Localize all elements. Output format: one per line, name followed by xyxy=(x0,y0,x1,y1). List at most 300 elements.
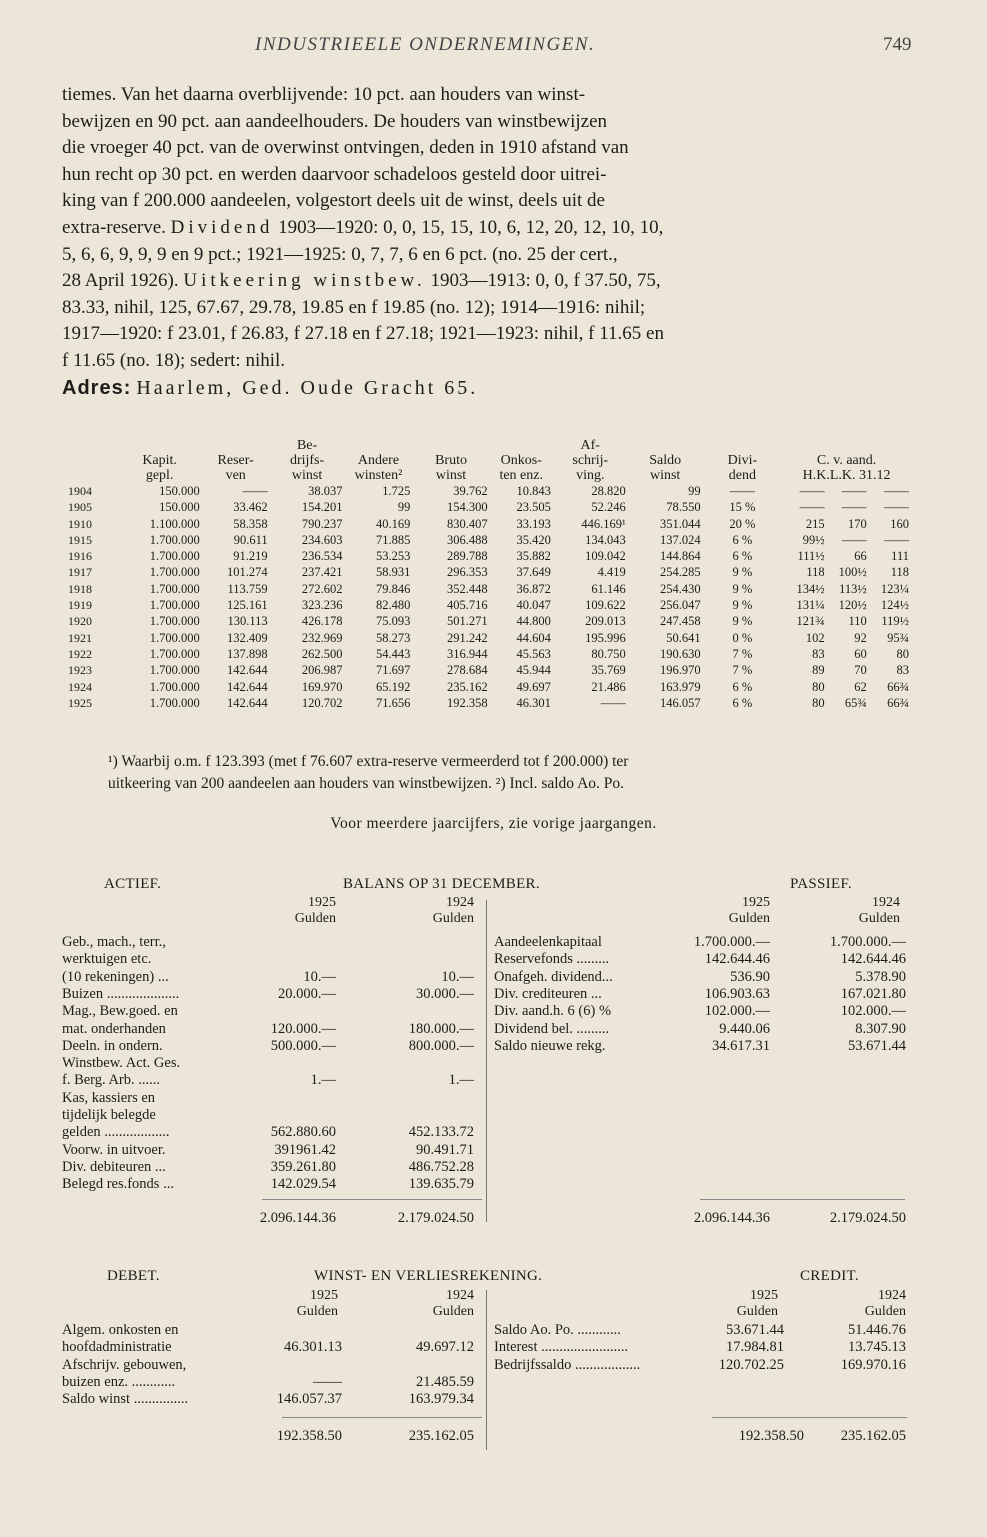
table-cell-c2: 66 xyxy=(854,549,867,564)
table-cell-afs: 61.146 xyxy=(591,581,626,596)
table-cell-bedr: 38.037 xyxy=(308,484,343,498)
ledger-row xyxy=(62,1072,482,1089)
table-cell-c1: 111½ xyxy=(797,549,825,564)
ledger-value-a: 9.440.06 xyxy=(719,1020,770,1037)
ledger-value-b: 486.752.28 xyxy=(408,1158,474,1175)
table-cell-bruto: 192.358 xyxy=(447,695,488,710)
column-header xyxy=(490,438,553,453)
table-cell-c2: 170 xyxy=(848,516,867,531)
ledger-row xyxy=(494,1038,914,1055)
ledger-row xyxy=(62,1142,482,1159)
ledger-row xyxy=(494,1021,914,1038)
table-cell-yr: 1924 xyxy=(68,679,92,694)
ledger-value-b: 1.— xyxy=(448,1072,474,1089)
ledger-value-a: —— xyxy=(313,1373,342,1390)
table-cell-kap: 1.700.000 xyxy=(149,679,200,694)
year-label: 1924 xyxy=(446,895,474,910)
column-header: C. v. aand. xyxy=(816,453,877,468)
table-cell-res: 142.644 xyxy=(227,679,268,694)
table-cell-c1: 102 xyxy=(805,630,825,645)
table-cell-afs: 52.246 xyxy=(591,500,626,515)
intro-line xyxy=(62,268,922,295)
table-cell-onk: 37.649 xyxy=(516,565,551,580)
intro-line: die vroeger 40 pct. van de overwinst ontvingen, deden in 1910 afstand van xyxy=(62,137,629,159)
table-cell-and: 99 xyxy=(397,500,411,515)
table-cell-bruto: 39.762 xyxy=(453,484,488,498)
column-header: Onkos- xyxy=(500,453,542,468)
table-cell-bruto: 278.684 xyxy=(447,663,488,678)
column-header xyxy=(66,453,117,468)
ledger-label: Interest ........................ xyxy=(494,1339,629,1356)
table-cell-c1: 118 xyxy=(806,565,825,580)
ledger-value-b: 13.745.13 xyxy=(848,1339,906,1356)
table-cell-and: 79.846 xyxy=(376,581,411,596)
table-row xyxy=(66,516,911,532)
table-cell-onk: 10.843 xyxy=(516,484,551,498)
table-cell-c3: 124½ xyxy=(880,598,909,613)
table-cell-c1: 99½ xyxy=(802,532,825,547)
table-cell-onk: 49.697 xyxy=(516,679,551,694)
table-cell-c3: 95¾ xyxy=(887,630,909,645)
ledger-label: hoofdadministratie xyxy=(62,1339,172,1356)
table-cell-c3: 66¾ xyxy=(887,695,909,710)
table-cell-bedr: 790.237 xyxy=(301,516,343,531)
ledger-row xyxy=(62,1055,482,1072)
table-cell-afs: 209.013 xyxy=(585,614,626,629)
ledger-value-b: 142.644.46 xyxy=(840,951,906,968)
intro-line: bewijzen en 90 pct. aan aandeelhouders. De houders van winstbewijzen xyxy=(62,110,607,132)
ledger-row xyxy=(62,1038,482,1055)
stats-header xyxy=(66,438,911,483)
ledger-value-a: 146.057.37 xyxy=(276,1391,342,1408)
column-header: winst xyxy=(435,468,467,483)
ledger-label: (10 rekeningen) ... xyxy=(62,968,169,985)
table-cell-bruto: 306.488 xyxy=(447,532,488,547)
table-cell-c3: 160 xyxy=(890,516,909,531)
table-cell-c1: 83 xyxy=(812,646,825,661)
ledger-row xyxy=(62,1021,482,1038)
table-cell-and: 40.169 xyxy=(376,516,411,531)
running-title: INDUSTRIEELE ONDERNEMINGEN. xyxy=(255,34,596,55)
ledger-value-a: 359.261.80 xyxy=(270,1158,336,1175)
table-cell-c1: 215 xyxy=(805,516,825,531)
ledger-value-a: 20.000.— xyxy=(278,985,336,1002)
table-cell-afs: 109.042 xyxy=(585,549,626,564)
ledger-value-b: 169.970.16 xyxy=(840,1356,906,1373)
table-cell-res: —— xyxy=(242,484,268,498)
table-cell-afs: 80.750 xyxy=(591,646,626,661)
pl-divider xyxy=(486,1290,487,1450)
unit-label: Gulden xyxy=(294,911,336,926)
stats-header-row xyxy=(66,453,911,468)
table-cell-div: 6 % xyxy=(732,549,753,564)
column-header: winsten² xyxy=(354,468,403,483)
column-header: H.K.L.K. 31.12 xyxy=(802,468,891,483)
ledger-value-b: 49.697.12 xyxy=(416,1339,474,1356)
table-row xyxy=(66,532,911,548)
table-cell-res: 101.274 xyxy=(227,565,268,580)
uitkeering-label: Uitkeering winstbew. xyxy=(183,270,426,292)
ledger-label: Bedrijfssaldo .................. xyxy=(494,1356,641,1373)
column-header: winst xyxy=(291,468,323,483)
table-cell-saldo: 256.047 xyxy=(659,598,701,613)
column-header: drijfs- xyxy=(289,453,325,468)
table-cell-onk: 44.800 xyxy=(516,614,551,629)
intro-line: 1917—1920: f 23.01, f 26.83, f 27.18 en f 27.18; 1921—1923: nihil, f 11.65 en xyxy=(62,323,664,345)
table-cell-c3: 80 xyxy=(896,646,909,661)
table-cell-onk: 36.872 xyxy=(516,581,551,596)
unit-label: Gulden xyxy=(728,911,770,926)
table-cell-c3: 83 xyxy=(896,663,909,678)
table-cell-div: —— xyxy=(729,484,755,498)
unit-label: Gulden xyxy=(858,911,900,926)
ledger-label: Voorw. in uitvoer. xyxy=(62,1141,166,1158)
column-header: Be- xyxy=(296,438,318,453)
ledger-label: Aandeelenkapitaal xyxy=(494,934,602,950)
ledger-value-a: 106.903.63 xyxy=(704,985,770,1002)
ledger-value-a: 120.702.25 xyxy=(718,1356,784,1373)
footnote xyxy=(108,751,923,795)
statistics-table xyxy=(66,438,926,711)
ledger-value-b: 139.635.79 xyxy=(408,1176,474,1193)
table-cell-yr: 1919 xyxy=(68,598,92,613)
table-cell-onk: 33.193 xyxy=(516,516,551,531)
column-header: ven xyxy=(225,468,246,483)
ledger-label: Saldo Ao. Po. ............ xyxy=(494,1322,621,1338)
table-cell-c3: 118 xyxy=(890,565,909,580)
ledger-value-b: 8.307.90 xyxy=(855,1020,906,1037)
more-years-note: Voor meerdere jaarcijfers, zie vorige jaargangen. xyxy=(330,815,657,832)
ledger-value-b: 5.378.90 xyxy=(855,968,906,985)
ledger-label: Saldo nieuwe rekg. xyxy=(494,1037,606,1054)
ledger-label: Mag., Bew.goed. en xyxy=(62,1003,178,1020)
table-cell-bedr: 234.603 xyxy=(301,532,343,547)
ledger-value-b: 102.000.— xyxy=(840,1003,906,1020)
debit-total-b: 235.162.05 xyxy=(408,1428,474,1444)
table-cell-saldo: 254.430 xyxy=(659,581,701,596)
table-cell-kap: 1.100.000 xyxy=(149,516,200,531)
ledger-row xyxy=(62,1090,482,1107)
stats-header-row xyxy=(66,468,911,483)
table-cell-c2: —— xyxy=(841,532,867,547)
table-cell-c2: 100½ xyxy=(838,565,867,580)
unit-label: Gulden xyxy=(432,911,474,926)
table-cell-yr: 1920 xyxy=(68,614,92,629)
total-rule xyxy=(712,1417,907,1418)
ledger-row xyxy=(62,1107,482,1124)
table-cell-bedr: 120.702 xyxy=(301,695,343,710)
ledger-label: Dividend bel. ......... xyxy=(494,1020,610,1037)
table-cell-bedr: 236.534 xyxy=(301,549,343,564)
table-cell-and: 65.192 xyxy=(376,679,411,694)
table-row xyxy=(66,679,911,695)
year-label: 1924 xyxy=(872,895,900,910)
table-cell-c2: —— xyxy=(841,500,867,515)
table-cell-c2: 110 xyxy=(848,614,867,629)
col-year-a xyxy=(262,895,336,927)
table-cell-saldo: 137.024 xyxy=(659,532,701,547)
ledger-label: werktuigen etc. xyxy=(62,951,152,968)
intro-line: f 11.65 (no. 18); sedert: nihil. xyxy=(62,349,286,371)
unit-label: Gulden xyxy=(296,1304,338,1319)
column-header: Andere xyxy=(357,453,400,468)
ledger-value-b: 452.133.72 xyxy=(408,1124,474,1141)
year-label: 1924 xyxy=(878,1288,906,1303)
table-cell-saldo: 196.970 xyxy=(659,663,701,678)
table-cell-c2: —— xyxy=(841,484,867,498)
table-cell-bedr: 262.500 xyxy=(301,646,343,661)
intro-paragraph xyxy=(62,82,922,401)
year-label: 1925 xyxy=(742,895,770,910)
balance-divider xyxy=(486,900,487,1222)
table-cell-onk: 40.047 xyxy=(516,598,551,613)
column-header xyxy=(66,468,117,483)
total-rule xyxy=(700,1199,905,1200)
table-row xyxy=(66,483,911,499)
column-header: gepl. xyxy=(145,468,174,483)
column-header xyxy=(117,438,201,453)
table-cell-and: 54.443 xyxy=(376,646,411,661)
ledger-label: Onafgeh. dividend... xyxy=(494,968,613,985)
table-cell-bruto: 501.271 xyxy=(447,614,488,629)
table-cell-c3: 123¼ xyxy=(880,581,909,596)
ledger-value-a: 142.029.54 xyxy=(270,1176,336,1193)
passief-heading: PASSIEF. xyxy=(790,876,852,892)
intro-line: tiemes. Van het daarna overblijvende: 10 pct. aan houders van winst- xyxy=(62,84,586,105)
ledger-value-b: 1.700.000.— xyxy=(829,934,906,950)
table-cell-saldo: 144.864 xyxy=(659,549,701,564)
credit-total-a: 192.358.50 xyxy=(738,1428,804,1444)
column-header: dend xyxy=(728,468,756,483)
ledger-value-b: 800.000.— xyxy=(408,1037,474,1054)
assets-total-b: 2.179.024.50 xyxy=(397,1210,474,1226)
table-cell-onk: 45.944 xyxy=(516,663,551,678)
ledger-row xyxy=(62,1391,482,1408)
intro-text: 28 April 1926). xyxy=(62,270,184,292)
ledger-row xyxy=(494,1339,914,1356)
actief-heading: ACTIEF. xyxy=(104,876,162,892)
table-cell-bruto: 830.407 xyxy=(447,516,488,531)
ledger-row xyxy=(494,951,914,968)
table-cell-res: 137.898 xyxy=(227,646,268,661)
column-header xyxy=(628,438,703,453)
column-header: schrij- xyxy=(572,453,609,468)
ledger-label: Saldo winst ............... xyxy=(62,1391,189,1408)
footnote-line: uitkeering van 200 aandeelen aan houders van winstbewijzen. ²) Incl. saldo Ao. Po. xyxy=(108,775,625,792)
ledger-label: buizen enz. ............ xyxy=(62,1373,176,1390)
table-row xyxy=(66,548,911,564)
table-cell-div: 9 % xyxy=(732,614,753,629)
intro-line: 5, 6, 6, 9, 9, 9 en 9 pct.; 1921—1925: 0, 7, 7, 6 en 6 pct. (no. 25 der cert., xyxy=(62,243,618,265)
table-cell-bruto: 235.162 xyxy=(447,679,488,694)
table-cell-yr: 1905 xyxy=(68,500,92,515)
unit-label: Gulden xyxy=(864,1304,906,1319)
table-cell-and: 58.931 xyxy=(376,565,411,580)
column-header xyxy=(66,438,117,453)
ledger-value-a: 17.984.81 xyxy=(726,1339,784,1356)
pl-col-year-b-right xyxy=(820,1288,906,1320)
table-cell-c3: —— xyxy=(884,500,909,515)
column-header: Kapit. xyxy=(142,453,177,468)
ledger-value-a: 536.90 xyxy=(730,968,770,985)
stats-header-row xyxy=(66,438,911,453)
table-row xyxy=(66,564,911,580)
table-cell-yr: 1923 xyxy=(68,663,92,678)
credit-total-b: 235.162.05 xyxy=(840,1428,906,1444)
ledger-value-a: 10.— xyxy=(303,968,336,985)
table-cell-bruto: 296.353 xyxy=(447,565,488,580)
column-header: winst xyxy=(649,468,681,483)
column-header xyxy=(703,438,783,453)
table-cell-div: 20 % xyxy=(729,516,756,531)
column-header: Divi- xyxy=(727,453,758,468)
ledger-value-b: 51.446.76 xyxy=(848,1322,906,1338)
ledger-value-b: 21.485.59 xyxy=(416,1373,474,1390)
table-row xyxy=(66,646,911,662)
column-header xyxy=(782,438,911,453)
table-cell-c1: —— xyxy=(799,500,825,515)
ledger-value-a: 102.000.— xyxy=(704,1003,770,1020)
table-cell-c3: 119½ xyxy=(881,614,909,629)
address-line xyxy=(62,375,922,402)
table-cell-yr: 1916 xyxy=(68,549,92,564)
ledger-value-a: 391961.42 xyxy=(274,1141,336,1158)
table-cell-afs: 35.769 xyxy=(591,663,626,678)
ledger-value-b: 53.671.44 xyxy=(848,1037,906,1054)
table-cell-c2: 60 xyxy=(854,646,867,661)
ledger-row xyxy=(494,1322,914,1339)
table-cell-saldo: 247.458 xyxy=(659,614,701,629)
ledger-row xyxy=(62,1176,482,1193)
table-cell-kap: 1.700.000 xyxy=(149,581,200,596)
ledger-label: Div. debiteuren ... xyxy=(62,1158,166,1175)
column-header: Saldo xyxy=(649,453,682,468)
table-cell-c1: 121¾ xyxy=(796,614,825,629)
ledger-row xyxy=(62,1322,482,1339)
ledger-row xyxy=(62,1339,482,1356)
pl-col-year-a xyxy=(262,1288,338,1320)
debet-heading: DEBET. xyxy=(107,1268,160,1284)
table-cell-and: 75.093 xyxy=(376,614,411,629)
table-cell-kap: 1.700.000 xyxy=(149,663,200,678)
table-cell-afs: —— xyxy=(600,695,626,710)
table-cell-onk: 46.301 xyxy=(516,695,551,710)
table-cell-kap: 1.700.000 xyxy=(149,646,200,661)
table-cell-yr: 1917 xyxy=(68,565,92,580)
table-cell-yr: 1921 xyxy=(68,630,92,645)
table-cell-kap: 150.000 xyxy=(159,484,200,498)
ledger-label: Deeln. in ondern. xyxy=(62,1037,163,1054)
column-header: Bruto xyxy=(435,453,467,468)
table-cell-yr: 1925 xyxy=(68,695,92,710)
table-cell-and: 82.480 xyxy=(376,598,411,613)
table-cell-c1: 89 xyxy=(812,663,825,678)
column-header xyxy=(202,438,270,453)
table-cell-res: 142.644 xyxy=(227,695,268,710)
table-cell-c2: 120½ xyxy=(838,598,867,613)
ledger-row xyxy=(494,1003,914,1020)
ledger-label: Belegd res.fonds ... xyxy=(62,1176,174,1193)
table-row xyxy=(66,581,911,597)
table-cell-div: 6 % xyxy=(732,532,753,547)
year-label: 1925 xyxy=(750,1288,778,1303)
ledger-label: Geb., mach., terr., xyxy=(62,934,166,950)
assets-total-a: 2.096.144.36 xyxy=(259,1210,336,1226)
ledger-label: Kas, kassiers en xyxy=(62,1089,156,1106)
table-cell-c2: 65¾ xyxy=(844,695,867,710)
table-cell-res: 125.161 xyxy=(227,598,268,613)
ledger-row xyxy=(494,969,914,986)
ledger-value-a: 53.671.44 xyxy=(726,1322,784,1338)
ledger-row xyxy=(62,1357,482,1374)
table-cell-c1: 134½ xyxy=(796,581,825,596)
credit-heading: CREDIT. xyxy=(800,1268,859,1284)
intro-line: 83.33, nihil, 125, 67.67, 29.78, 19.85 en f 19.85 (no. 12); 1914—1916: nihil; xyxy=(62,296,646,318)
pl-col-year-a-right xyxy=(700,1288,778,1320)
table-cell-c1: 80 xyxy=(812,679,825,694)
table-cell-kap: 1.700.000 xyxy=(149,549,200,564)
intro-line: king van f 200.000 aandeelen, volgestort deels uit de winst, deels uit de xyxy=(62,190,605,212)
liabilities-total-a: 2.096.144.36 xyxy=(693,1210,770,1226)
table-cell-onk: 35.420 xyxy=(516,532,551,547)
pl-heading: WINST- EN VERLIESREKENING. xyxy=(314,1268,543,1284)
table-cell-res: 58.358 xyxy=(233,516,268,531)
column-header: ten enz. xyxy=(499,468,543,483)
table-cell-saldo: 99 xyxy=(688,484,701,498)
column-header: Reser- xyxy=(217,453,254,468)
table-cell-yr: 1922 xyxy=(68,646,92,661)
table-cell-res: 142.644 xyxy=(227,663,268,678)
table-row xyxy=(66,630,911,646)
intro-line: hun recht op 30 pct. en werden daarvoor schadeloos gesteld door uitrei- xyxy=(62,163,607,185)
ledger-value-a: 142.644.46 xyxy=(704,951,770,968)
pl-col-year-b xyxy=(390,1288,474,1320)
ledger-row xyxy=(62,1003,482,1020)
table-cell-c2: 62 xyxy=(854,679,867,694)
table-cell-res: 33.462 xyxy=(233,500,268,515)
column-header: ving. xyxy=(576,468,605,483)
table-cell-c1: —— xyxy=(799,484,825,498)
table-cell-onk: 44.604 xyxy=(516,630,551,645)
ledger-value-a: 1.— xyxy=(310,1072,336,1089)
table-cell-afs: 4.419 xyxy=(597,565,626,580)
table-cell-c3: —— xyxy=(884,484,909,498)
table-cell-c3: —— xyxy=(884,532,909,547)
intro-line xyxy=(62,215,922,242)
table-cell-saldo: 78.550 xyxy=(666,500,701,515)
table-cell-yr: 1915 xyxy=(68,532,92,547)
ledger-row xyxy=(62,1124,482,1141)
balance-heading: BALANS OP 31 DECEMBER. xyxy=(343,876,540,892)
column-header: Af- xyxy=(580,438,600,453)
table-row xyxy=(66,597,911,613)
table-cell-and: 71.656 xyxy=(376,695,411,710)
table-cell-c1: 80 xyxy=(812,695,825,710)
ledger-label: Reservefonds ......... xyxy=(494,951,610,968)
table-cell-saldo: 163.979 xyxy=(659,679,701,694)
liabilities-total-b: 2.179.024.50 xyxy=(829,1210,906,1226)
table-cell-kap: 1.700.000 xyxy=(149,532,200,547)
total-rule xyxy=(282,1417,482,1418)
table-cell-bedr: 323.236 xyxy=(301,598,343,613)
col-year-b-right xyxy=(820,895,900,927)
table-cell-c2: 113½ xyxy=(839,581,867,596)
ledger-row xyxy=(62,969,482,986)
table-cell-bedr: 154.201 xyxy=(301,500,343,515)
table-cell-yr: 1918 xyxy=(68,581,92,596)
year-label: 1925 xyxy=(310,1288,338,1303)
ledger-value-a: 120.000.— xyxy=(270,1020,336,1037)
